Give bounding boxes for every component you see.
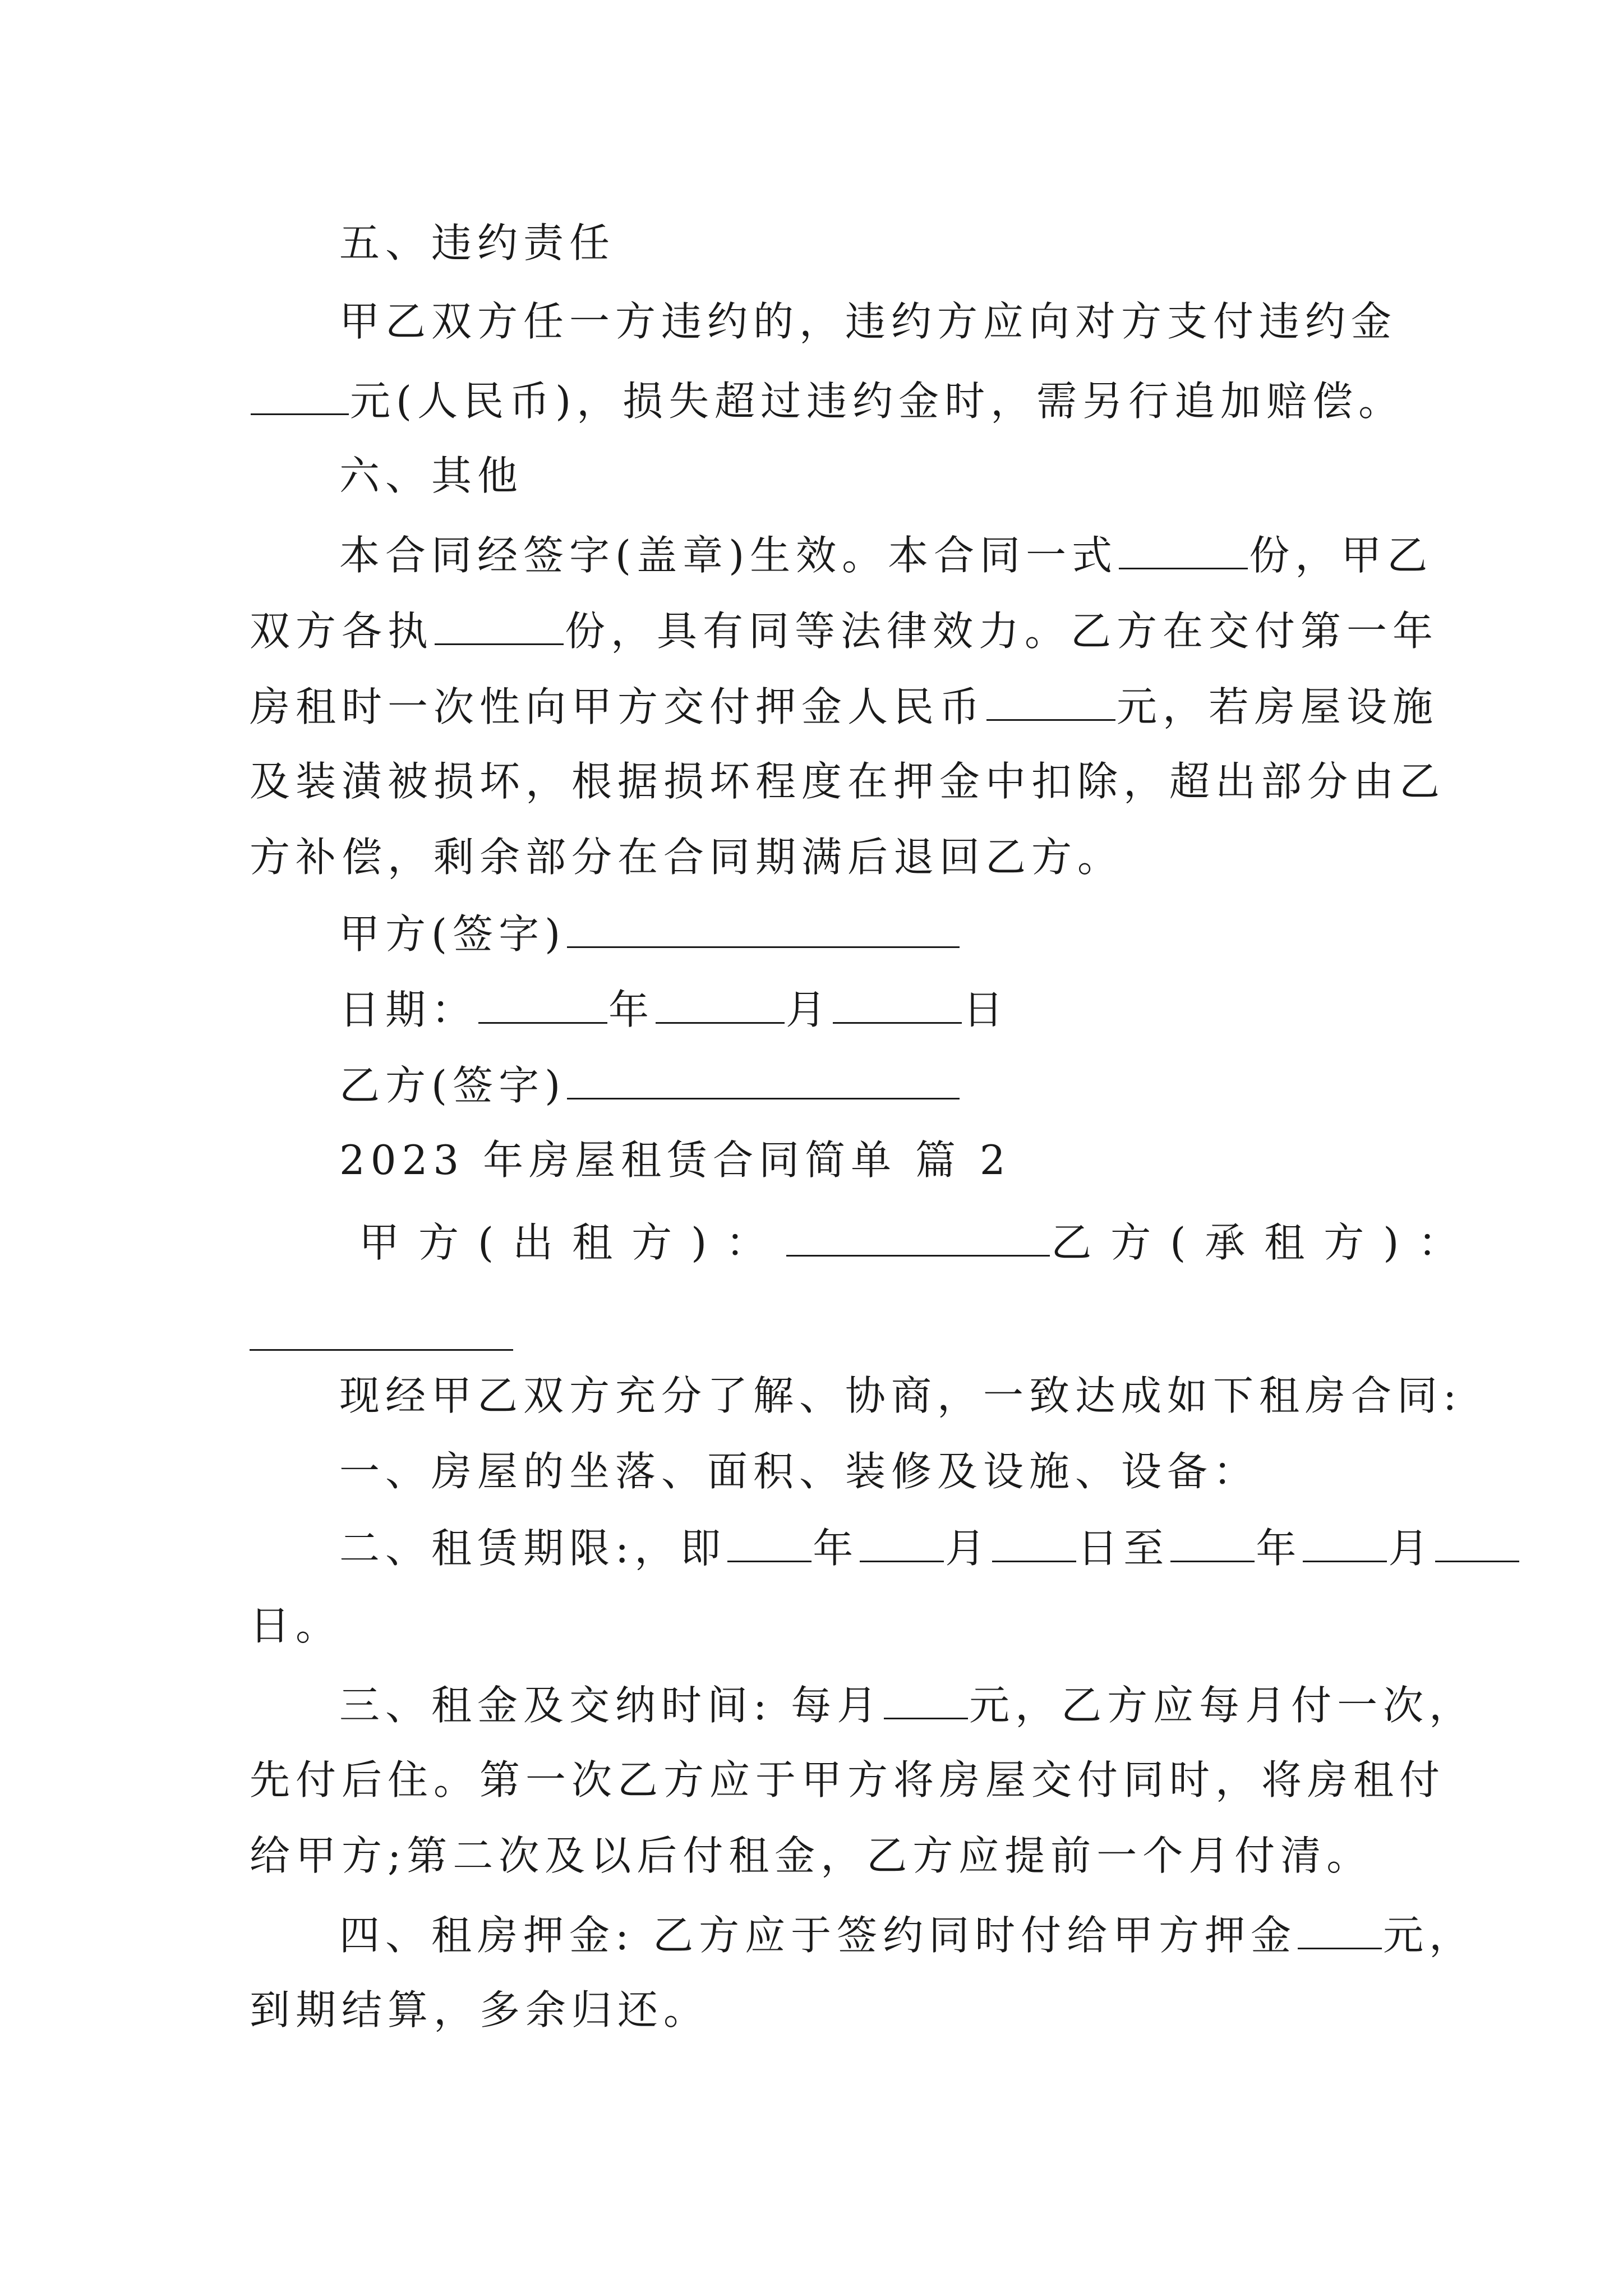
year-label: 年 xyxy=(813,1525,859,1572)
item-1: 一、房屋的坐落、面积、装修及设施、设备： xyxy=(339,1448,1260,1495)
lessee-blank xyxy=(250,1349,513,1351)
signature-blank xyxy=(567,1057,960,1099)
text-run: 甲乙双方任一方违约的，违约方应向对方支付违约金 xyxy=(339,298,1398,345)
item-4 xyxy=(339,1907,1483,1961)
text-run: 双方各执 xyxy=(250,608,434,655)
signature-blank xyxy=(567,906,960,948)
text-run: 房租时一次性向甲方交付押金人民币 xyxy=(250,683,986,730)
blank-field xyxy=(251,373,349,415)
month-label: 月 xyxy=(945,1525,992,1572)
text-run: 元，若房屋设施 xyxy=(1117,683,1439,730)
blank-field xyxy=(860,1520,944,1562)
blank-field xyxy=(884,1677,968,1719)
blank-field xyxy=(986,679,1115,721)
date-line xyxy=(339,982,1483,1036)
paragraph-line: 先付后住。第一次乙方应于甲方将房屋交付同时，将房租付 xyxy=(250,1756,1446,1803)
paragraph-line: 及装潢被损坏，根据损坏程度在押金中扣除，超出部分由乙 xyxy=(250,758,1446,805)
item-2-end: 日。 xyxy=(250,1602,342,1649)
month-label: 月 xyxy=(786,986,832,1033)
blank-field xyxy=(1298,1907,1382,1949)
paragraph-line: 给甲方;第二次及以后付租金，乙方应提前一个月付清。 xyxy=(250,1832,1373,1879)
text-run: 元，乙方应每月付一次， xyxy=(969,1682,1476,1729)
party-a-sign-label: 甲方(签字) xyxy=(339,910,566,958)
blank-field xyxy=(1303,1520,1387,1562)
lessee-label: 乙方(承租方)： xyxy=(1051,1219,1478,1266)
day-label: 日 xyxy=(963,986,1009,1033)
lessor-label: 甲方(出租方)： xyxy=(359,1219,786,1266)
blank-field xyxy=(992,1520,1076,1562)
text-run: 份，甲乙 xyxy=(1249,532,1433,579)
date-label: 日期： xyxy=(339,986,478,1033)
text-run: 三、租金及交纳时间: 每月 xyxy=(339,1682,883,1729)
text-run: 日至 xyxy=(1077,1525,1170,1572)
blank-field xyxy=(727,1520,811,1562)
blank-field xyxy=(1435,1520,1519,1562)
year-blank xyxy=(478,982,607,1024)
party-b-sign-label: 乙方(签字) xyxy=(339,1062,566,1109)
paragraph-line: 方补偿，剩余部分在合同期满后退回乙方。 xyxy=(250,834,1124,881)
item-3 xyxy=(339,1677,1483,1731)
text-run: 二、租赁期限:，即 xyxy=(339,1525,727,1572)
section-heading-other: 六、其他 xyxy=(339,452,524,499)
parties-line xyxy=(359,1214,1503,1268)
paragraph-line xyxy=(250,373,1405,427)
party-b-signature-line xyxy=(339,1057,1483,1111)
text-run: 元， xyxy=(1383,1912,1476,1959)
party-a-signature-line xyxy=(339,906,1483,960)
paragraph-line: 到期结算，多余归还。 xyxy=(250,1986,710,2033)
day-blank xyxy=(833,982,962,1024)
paragraph-line xyxy=(339,527,1483,581)
text-run: 元(人民币)，损失超过违约金时，需另行追加赔偿。 xyxy=(350,378,1405,425)
text-run: 份，具有同等法律效力。乙方在交付第一年 xyxy=(565,608,1439,655)
intro-line: 现经甲乙双方充分了解、协商，一致达成如下租房合同: xyxy=(339,1372,1463,1419)
month-label: 月 xyxy=(1388,1525,1435,1572)
paragraph-line xyxy=(250,679,1439,733)
blank-field xyxy=(1170,1520,1255,1562)
year-label: 年 xyxy=(1256,1525,1302,1572)
blank-field xyxy=(1119,527,1248,569)
section-heading-breach: 五、违约责任 xyxy=(339,219,616,266)
item-2 xyxy=(339,1520,1483,1574)
lessor-blank xyxy=(786,1214,1050,1257)
contract-title-2: 2023 年房屋租赁合同简单 篇 2 xyxy=(339,1137,1011,1184)
text-run: 四、租房押金: 乙方应于签约同时付给甲方押金 xyxy=(339,1912,1297,1959)
blank-field xyxy=(435,603,564,645)
year-label: 年 xyxy=(608,986,655,1033)
text-run: 本合同经签字(盖章)生效。本合同一式 xyxy=(339,532,1118,579)
paragraph-line xyxy=(250,603,1439,657)
month-blank xyxy=(656,982,785,1024)
paragraph-line xyxy=(339,295,1483,348)
